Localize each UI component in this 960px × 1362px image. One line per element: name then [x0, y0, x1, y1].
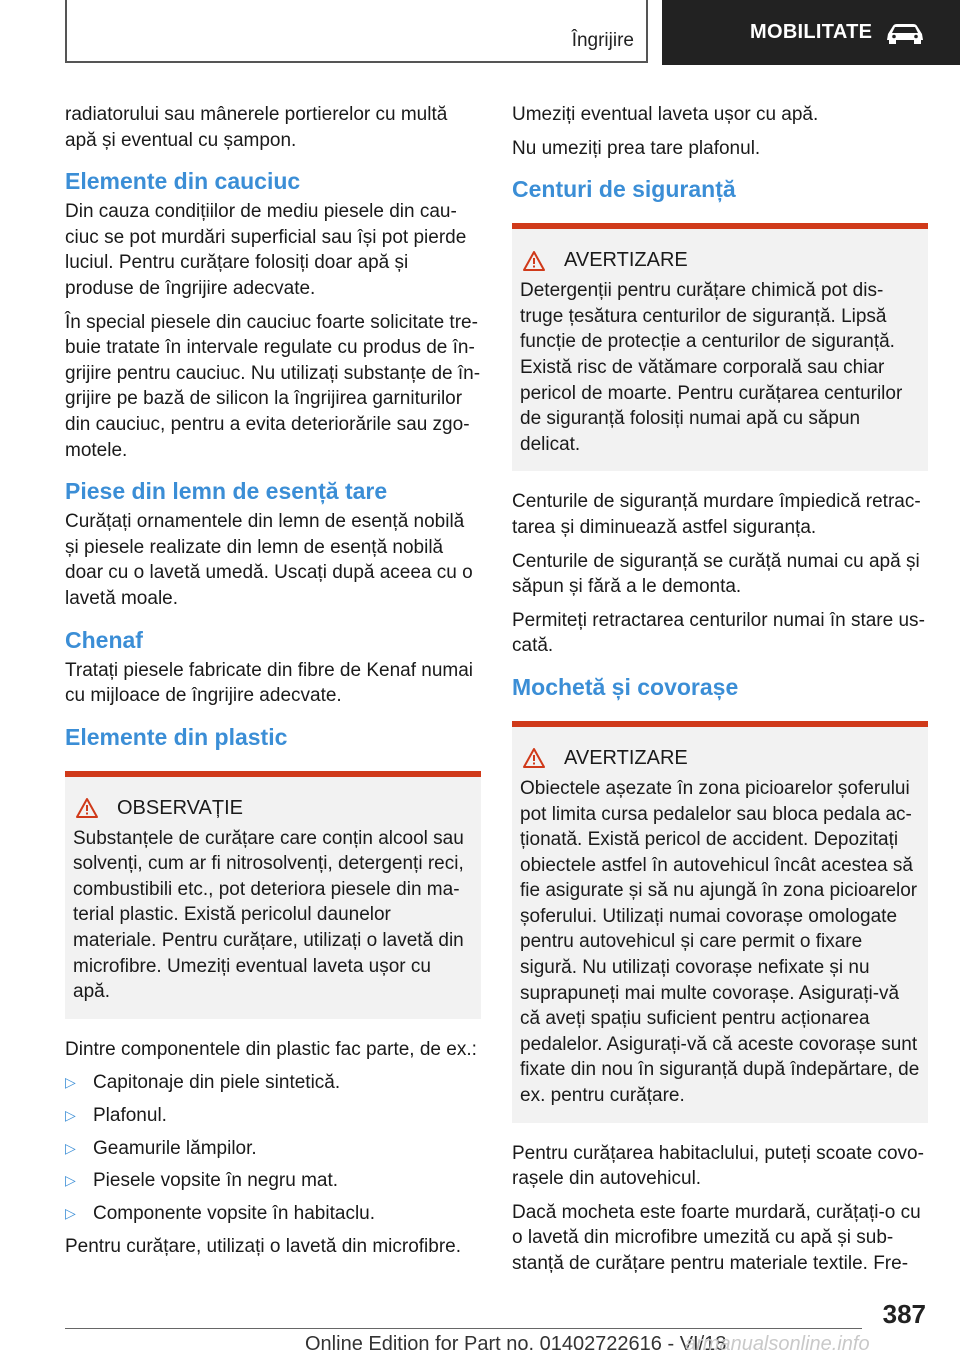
- list-item-text: Piesele vopsite în negru mat.: [93, 1170, 339, 1192]
- car-icon: [884, 22, 926, 44]
- paragraph: Tratați piesele fabricate din fibre de Kenaf numai cu mijloace de îngrijire adecvate.: [65, 659, 474, 707]
- warning-triangle-icon: [522, 747, 546, 769]
- notice-title-row: [73, 797, 473, 820]
- list-item-text: Capitonaje din piele sintetică.: [93, 1072, 341, 1094]
- triangle-bullet-icon: ▷: [65, 1172, 76, 1189]
- paragraph: În special piesele din cauciuc foarte solicitate trebuie tratate în intervale regulate cu produs de îngrijire pentru cauciuc. Nu utilizați substanțe de îngrijire pe bază de silicon la îngrijirea garniturilor din cauciuc, pentru a evita deteriorările sau zgomotele.: [65, 311, 481, 461]
- triangle-bullet-icon: ▷: [65, 1204, 76, 1221]
- header-section-title: Îngrijire: [571, 30, 634, 51]
- heading-kenaf: Chenaf: [65, 626, 143, 653]
- list-item: [65, 1103, 481, 1129]
- list-item: [65, 1201, 481, 1227]
- heading-rubber: Elemente din cauciuc: [65, 168, 301, 195]
- list-item: [65, 1168, 481, 1194]
- warning-box-carpet: [512, 721, 928, 1123]
- heading-belts: Centuri de siguranță: [512, 176, 736, 203]
- triangle-bullet-icon: ▷: [65, 1139, 76, 1156]
- warning-title-row: [520, 249, 920, 272]
- notice-box: [65, 771, 481, 1019]
- list-item-text: Plafonul.: [93, 1105, 167, 1127]
- header-section-box: [65, 0, 648, 63]
- warning-text: Detergenții pentru curățare chimică pot distruge țesătura centurilor de siguranță. Lipsă funcție de protecție a centurilor de siguranță. Există risc de vătămare corporală sau chiar pericol de moarte. Pentru curățarea centurilor de siguranță folosiți numai apă cu săpun delicat.: [520, 280, 903, 455]
- paragraph: Dacă mocheta este foarte murdară, curățați-o cu o lavetă din microfibre umezită cu apă și substanță de curățare pentru materiale textile. Fre-: [512, 1201, 921, 1274]
- page-number: 387: [882, 1299, 926, 1329]
- warning-title-row: [520, 747, 920, 770]
- list-item-text: Geamurile lămpilor.: [93, 1137, 257, 1159]
- triangle-bullet-icon: ▷: [65, 1074, 76, 1091]
- left-column: [65, 102, 481, 1268]
- list-item: [65, 1070, 481, 1096]
- paragraph: Umeziți eventual laveta ușor cu apă.: [512, 104, 819, 125]
- heading-carpet: Mochetă și covorașe: [512, 673, 739, 700]
- warning-triangle-icon: [75, 797, 99, 819]
- warning-title: AVERTIZARE: [564, 746, 688, 769]
- footer-divider: [65, 1328, 862, 1329]
- heading-wood: Piese din lemn de esență tare: [65, 478, 388, 505]
- footer-edition: Online Edition for Part no. 01402722616 - VI/18: [305, 1333, 727, 1355]
- warning-title: AVERTIZARE: [564, 249, 688, 272]
- notice-title: OBSERVAȚIE: [117, 796, 243, 819]
- list-item-text: Componente vopsite în habitaclu.: [93, 1202, 376, 1224]
- list-item: [65, 1136, 481, 1162]
- paragraph: Centurile de siguranță se curăță numai cu apă și săpun și fără a le demonta.: [512, 550, 920, 598]
- warning-box-belts: [512, 223, 928, 471]
- warning-text: Obiectele așezate în zona picioarelor șoferului pot limita cursa pedalelor sau bloca pedala acționată. Există pericol de accident. Depozitați obiectele astfel în autovehicul încât acestea să fie asigurate și să nu ajungă în zona picioarelor șoferului. Utilizați numai covorașe omologate pentru autovehicul și care permit o fixare sigură. Nu utilizați covorașe nefixate și nu suprapuneți mai multe covorașe. Asigurați-vă că aveți spațiu suficient pentru acționarea pedalelor. Asigurați-vă că aceste covorașe sunt fixate din nou în siguranță după îndepărtare, de ex. pentru curățare.: [520, 777, 920, 1107]
- warning-triangle-icon: [522, 250, 546, 272]
- paragraph: Centurile de siguranță murdare împiedică retractarea și diminuează astfel siguranța.: [512, 491, 921, 538]
- paragraph: radiatorului sau mânerele portierelor cu multă apă și eventual cu șampon.: [65, 104, 448, 151]
- notice-text: Substanțele de curățare care conțin alcool sau solvenți, cum ar fi nitrosolvenți, detergenți reci, combustibili etc., pot deteriora piesele din material plastic. Există pericolul daunelor materiale. Pentru curățare, utilizați o lavetă din microfibre. Umeziți eventual laveta ușor cu apă.: [73, 827, 464, 1003]
- paragraph: Nu umeziți prea tare plafonul.: [512, 137, 761, 159]
- paragraph: Pentru curățare, utilizați o lavetă din microfibre.: [65, 1236, 462, 1258]
- watermark: armanualsonline.info: [685, 1333, 870, 1355]
- header-chapter-tab: [662, 0, 960, 65]
- triangle-bullet-icon: ▷: [65, 1107, 76, 1124]
- chapter-label: MOBILITATE: [750, 21, 873, 43]
- right-column: [512, 102, 928, 1285]
- plastic-components-list: [65, 1070, 481, 1226]
- paragraph: Curățați ornamentele din lemn de esență nobilă și piesele realizate din lemn de esență nobilă doar cu o lavetă umedă. Uscați după aceea cu o lavetă moale.: [65, 511, 473, 609]
- paragraph: Din cauza condițiilor de mediu piesele din cauciuc se pot murdări superficial sau își pot pierde luciul. Pentru curățare folosiți doar apă și produse de îngrijire adecvate.: [65, 201, 467, 299]
- paragraph: Pentru curățarea habitaclului, puteți scoate covorașele din autovehicul.: [512, 1142, 924, 1190]
- paragraph: Permiteți retractarea centurilor numai în stare uscată.: [512, 609, 925, 657]
- heading-plastic: Elemente din plastic: [65, 723, 288, 750]
- paragraph: Dintre componentele din plastic fac parte, de ex.:: [65, 1038, 477, 1060]
